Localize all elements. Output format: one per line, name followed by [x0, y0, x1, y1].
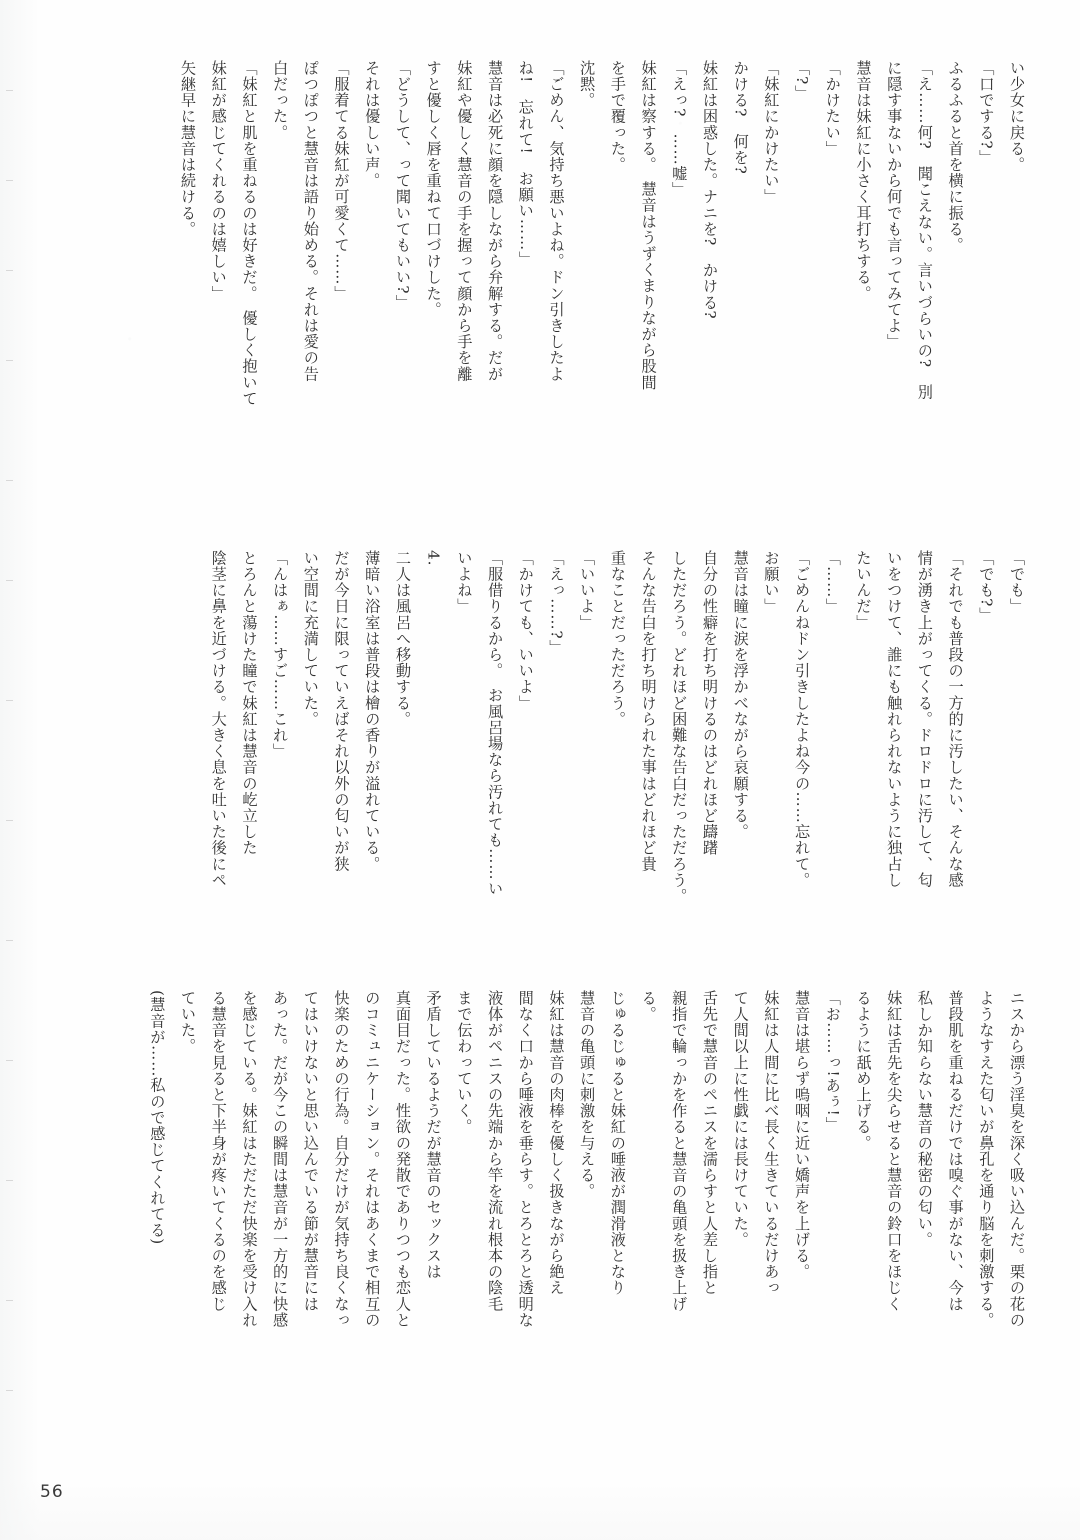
- text-line: 「ごめんねドン引きしたよね今の……忘れて。: [793, 550, 812, 889]
- text-line: 妹紅は慧音の肉棒を優しく扱きながら絶え: [547, 990, 566, 1296]
- text-line: 「……」: [823, 550, 842, 615]
- text-line: まで伝わっていく。: [455, 990, 474, 1135]
- text-line: 矛盾しているようだが慧音のセックスは: [424, 990, 443, 1280]
- text-line: かける? 何を?: [731, 60, 750, 175]
- text-line: 「お……っ!あぅ!」: [823, 990, 842, 1133]
- text-block-upper: [52, 60, 1032, 520]
- text-line: 情が湧き上がってくる。ドロドロに汚して、匂: [915, 550, 934, 889]
- text-line: 「いいよ」: [578, 550, 597, 631]
- text-line: 「え……何? 聞こえない。言いづらいの? 別: [915, 60, 934, 401]
- scan-edge-marks: [6, 60, 16, 1480]
- text-line: 真面目だった。性欲の発散でありつつも恋人と: [393, 990, 412, 1329]
- text-line: 舌先で慧音のペニスを濡らすと人差し指と: [700, 990, 719, 1296]
- text-line: しただろう。どれほど困難な告白だっただろう。: [670, 550, 689, 905]
- text-block-middle: [32, 550, 1032, 950]
- text-line: 薄暗い浴室は普段は檜の香りが溢れている。: [363, 550, 382, 872]
- text-line: ニスから漂う淫臭を深く吸い込んだ。栗の花の: [1008, 990, 1026, 1329]
- text-line: 自分の性癖を打ち明けるのはどれほど躊躇: [700, 550, 719, 856]
- text-line: ふるふると首を横に振る。: [946, 60, 965, 254]
- text-line: 慧音は堪らず嗚咽に近い嬌声を上げる。: [793, 990, 812, 1280]
- text-line: 間なく口から唾液を垂らす。とろとろと透明な: [516, 990, 535, 1329]
- text-line: (慧音が……私ので感じてくれてる): [148, 990, 167, 1246]
- text-line: 「服着てる妹紅が可愛くて……」: [332, 60, 351, 302]
- text-line: 「でも?」: [977, 550, 996, 624]
- text-line: 「口でする?」: [977, 60, 996, 166]
- text-line: 「妹紅にかけたい」: [762, 60, 781, 205]
- text-line: 私しか知らない慧音の秘密の匂い。: [915, 990, 934, 1248]
- text-line: 「でも」: [1008, 550, 1026, 615]
- body-text-area: [58, 60, 1032, 1445]
- text-line: い少女に戻る。: [1008, 60, 1026, 173]
- text-line: いよね」: [455, 550, 474, 615]
- text-line: ようなすえた匂いが鼻孔を通り脳を刺激する。: [977, 990, 996, 1329]
- text-line: のコミュニケーション。それはあくまで相互の: [363, 990, 382, 1329]
- text-line: 慧音は妹紅に小さく耳打ちする。: [854, 60, 873, 302]
- text-line: 「それでも普段の一方的に汚したい、そんな感: [946, 550, 965, 889]
- text-line: 二人は風呂へ移動する。: [393, 550, 412, 728]
- text-line: ていた。: [179, 990, 198, 1055]
- text-line: 「?」: [793, 60, 812, 102]
- text-line: を感じている。妹紅はただただ快楽を受け入れ: [240, 990, 259, 1329]
- text-line: 普段肌を重ねるだけでは嗅ぐ事がない、今は: [946, 990, 965, 1312]
- text-line: 「ごめん、気持ち悪いよね。ドン引きしたよ: [547, 60, 566, 382]
- text-line: 矢継早に慧音は続ける。: [179, 60, 198, 238]
- text-line: 妹紅は察する。 慧音はうずくまりながら股間: [639, 60, 658, 391]
- text-line: 慧音は瞳に涙を浮かべながら哀願する。: [731, 550, 750, 840]
- text-line: 妹紅は舌先を尖らせると慧音の鈴口をほじく: [885, 990, 904, 1312]
- text-line: 妹紅は人間に比べ長く生きているだけあっ: [762, 990, 781, 1296]
- text-line: 妹紅は困惑した。ナニを? かける?: [700, 60, 719, 320]
- text-line: とろんと蕩けた瞳で妹紅は慧音の屹立した: [240, 550, 259, 856]
- text-line: る慧音を見ると下半身が疼いてくるのを感じ: [209, 990, 228, 1312]
- text-line: に隠す事ないから何でも言ってみてよ」: [885, 60, 904, 350]
- text-line: を手で覆った。: [608, 60, 627, 173]
- text-block-lower: [32, 990, 1032, 1440]
- text-line: たいんだ」: [854, 550, 873, 631]
- text-line: 「んはぁ……すご……これ」: [271, 550, 290, 760]
- text-line: てはいけないと思い込んでいる節が慧音には: [301, 990, 320, 1312]
- text-line: 慧音は必死に顔を隠しながら弁解する。だが: [486, 60, 505, 382]
- text-line: ぽつぽつと慧音は語り始める。それは愛の告: [301, 60, 320, 382]
- text-line: 重なことだっただろう。: [608, 550, 627, 728]
- text-line: 「かけたい」: [823, 60, 842, 157]
- text-line: 「妹紅と肌を重ねるのは好きだ。 優しく抱いて: [240, 60, 259, 407]
- text-line: 「服借りるから。 お風呂場なら汚れても……い: [486, 550, 505, 897]
- text-line: 「えっ……?」: [547, 550, 566, 656]
- text-line: る。: [639, 990, 658, 1023]
- text-line: 妹紅が感じてくれるのは嬉しい」: [209, 60, 228, 302]
- text-line: 快楽のための行為。自分だけが気持ち良くなっ: [332, 990, 351, 1329]
- text-line: お願い」: [762, 550, 781, 615]
- text-line: 「えっ? ……嘘」: [670, 60, 689, 198]
- text-line: 妹紅や優しく慧音の手を握って顔から手を離: [455, 60, 474, 382]
- text-line: ね! 忘れて! お願い……」: [516, 60, 535, 268]
- text-line: 白だった。: [271, 60, 290, 141]
- text-line: 沈黙。: [578, 60, 597, 109]
- text-line: すと優しく唇を重ねて口づけした。: [424, 60, 443, 318]
- text-line: 「かけても、いいよ」: [516, 550, 535, 711]
- text-line: て人間以上に性戯には長けていた。: [731, 990, 750, 1248]
- text-line: 4.: [424, 550, 443, 567]
- text-line: い空間に充満していた。: [301, 550, 320, 728]
- text-line: だが今日に限っていえばそれ以外の匂いが狭: [332, 550, 351, 872]
- text-line: そんな告白を打ち明けられた事はどれほど貴: [639, 550, 658, 872]
- text-line: 液体がペニスの先端から竿を流れ根本の陰毛: [486, 990, 505, 1312]
- text-line: 「どうして、って聞いてもいい?」: [393, 60, 412, 311]
- text-line: あった。だが今この瞬間は慧音が一方的に快感: [271, 990, 290, 1329]
- page-number: 56: [40, 1482, 64, 1502]
- text-line: それは優しい声。: [363, 60, 382, 189]
- text-line: 慧音の亀頭に刺激を与える。: [578, 990, 597, 1200]
- text-line: るように舐め上げる。: [854, 990, 873, 1151]
- text-line: じゅるじゅると妹紅の唾液が潤滑液となり: [608, 990, 627, 1296]
- text-line: 親指で輪っかを作ると慧音の亀頭を扱き上げ: [670, 990, 689, 1312]
- text-line: 陰茎に鼻を近づける。大きく息を吐いた後にペ: [209, 550, 228, 889]
- text-line: いをつけて、誰にも触れられないように独占し: [885, 550, 904, 889]
